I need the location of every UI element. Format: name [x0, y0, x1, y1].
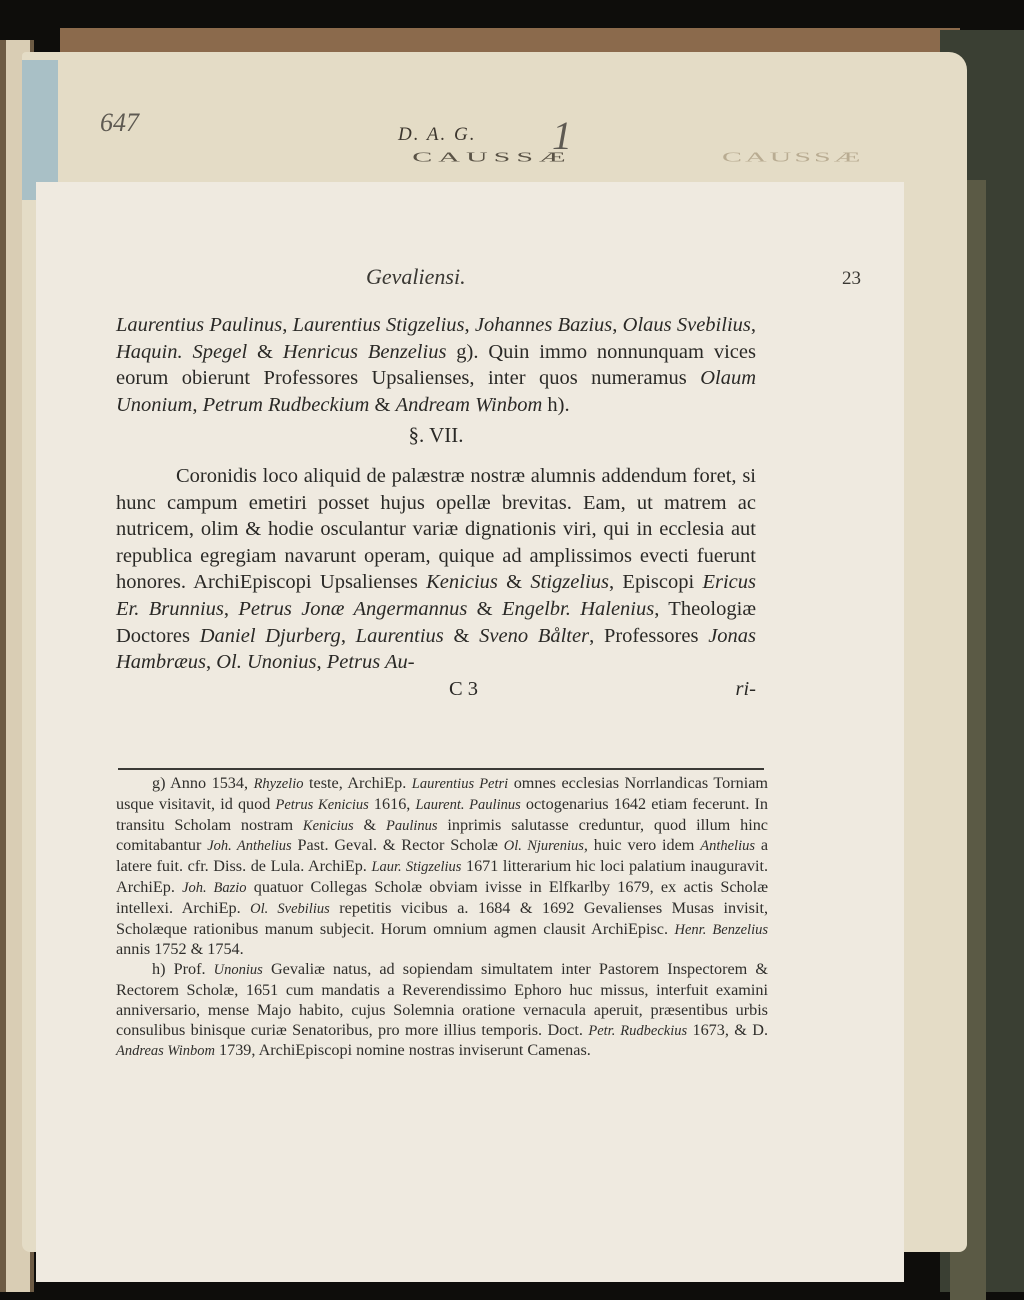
- name: Ol. Unonius: [216, 651, 317, 674]
- name: Daniel Djurberg: [199, 624, 341, 647]
- name: Laurentius Stigzelius: [292, 314, 465, 336]
- title-fragment: CAUSSÆ: [412, 150, 572, 165]
- name: Andream Winbom: [395, 393, 543, 416]
- printed-mark: D. A. G.: [398, 124, 477, 145]
- name: Olaum Unonium: [116, 367, 756, 416]
- main-text: [116, 312, 756, 700]
- handwritten-shelfmark: 647: [100, 108, 139, 137]
- name: Olaus Svebilius: [622, 314, 751, 336]
- name: Kenicius: [426, 571, 498, 594]
- book-top-edge: [60, 28, 960, 52]
- printed-page: [36, 182, 904, 1282]
- name: Petrus Au-: [326, 651, 415, 674]
- signature-line: [116, 676, 756, 700]
- page-number: 23: [842, 268, 861, 289]
- section-heading: §. VII.: [408, 423, 464, 448]
- name: Johannes Bazius: [474, 314, 613, 336]
- name: Engelbr. Halenius: [501, 597, 655, 620]
- name: Stigzelius: [530, 571, 609, 594]
- paragraph-2: Coronidis loco aliquid de palæstræ nostræ alumnis addendum foret, si hunc campum emetiri posset hujus opellæ brevitas. Eam, ut matrem ac nutricem, olim & hodie osculantur variæ dignationis viri, qui in ecclesia aut republica egregiam navarunt operam, quique ad amplissimos evecti fuerunt honores. ArchiEpiscopi Upsalienses Kenicius & Stigzelius, Episcopi Ericus Er. Brunnius, Petrus Jonæ Angermannus & Engelbr. Halenius, Theologiæ Doctores Daniel Djurberg, Laurentius & Sveno Bålter, Professores Jonas Hambræus, Ol. Unonius, Petrus Au-: [116, 464, 757, 674]
- name: Petrum Rudbeckium: [202, 393, 370, 416]
- name: Laurentius Paulinus: [116, 314, 283, 336]
- footnote-g: g) Anno 1534, Rhyzelio teste, ArchiEp. Laurentius Petri omnes ecclesias Norrlandicas Torniam usque visitavit, id quod Petrus Kenicius 1616, Laurent. Paulinus octogenarius 1642 etiam fecerunt. In transitu Scholam nostram Kenicius & Paulinus inprimis salutasse creduntur, quod illum hinc comitabantur Joh. Anthelius Past. Geval. & Rector Scholæ Ol. Njurenius, huic vero idem Anthelius a latere fuit. cfr. Diss. de Lula. ArchiEp. Laur. Stigzelius 1671 litterarium hic loci palatium inauguravit. ArchiEp. Joh. Bazio quatuor Collegas Scholæ obviam ivisse in Elfkarlby 1679, ex actis Scholæ intellexi. ArchiEp. Ol. Svebilius repetitis vicibus a. 1684 & 1692 Gevalienses Musas invisit, Scholæque rationibus manum subjecit. Horum omnium agmen clausit ArchiEpisc. Henr. Benzelius annis 1752 & 1754.: [116, 774, 769, 959]
- name: Sveno Bålter: [479, 624, 590, 647]
- blue-paper-strip: [22, 60, 58, 200]
- name: Laurentius: [355, 624, 444, 647]
- running-title: Gevaliensi.: [366, 264, 466, 289]
- footnote-h: h) Prof. Unonius Gevaliæ natus, ad sopiendam simultatem inter Pastorem Inspectorem & Rectorem Scholæ, 1651 cum mandatis a Reverendissimo Ephoro huc missus, interfuit examini anniversario, mense Majo habito, cujus Solemnia oratione vernacula aperuit, præsentibus urbis consulibus binisque curiæ Senatoribus, pro more illius temporis. Doct. Petr. Rudbeckius 1673, & D. Andreas Winbom 1739, ArchiEpiscopi nomine nostras inviserunt Camenas.: [116, 960, 768, 1060]
- catchword: ri-: [735, 677, 756, 700]
- running-head: [36, 264, 904, 294]
- signature-mark: C 3: [449, 677, 479, 700]
- paragraph-1: Laurentius Paulinus, Laurentius Stigzelius, Johannes Bazius, Olaus Svebilius, Haquin. Spegel & Henricus Benzelius g). Quin immo nonnunquam vices eorum obierunt Professores Upsalienses, inter quos numeramus Olaum Unonium, Petrum Rudbeckium & Andream Winbom h).: [116, 314, 757, 416]
- name: Henricus Benzelius: [282, 340, 447, 363]
- footnote-rule: [118, 768, 764, 770]
- title-fragment-right: CAUSSÆ: [722, 150, 864, 165]
- name: Haquin. Spegel: [116, 340, 248, 363]
- name: Ericus Er. Brunnius: [116, 571, 756, 620]
- handwritten-number: 1: [552, 113, 572, 158]
- name: Jonas Hambræus: [116, 624, 757, 674]
- name: Petrus Jonæ Angermannus: [238, 597, 468, 620]
- footnotes: [116, 774, 768, 1062]
